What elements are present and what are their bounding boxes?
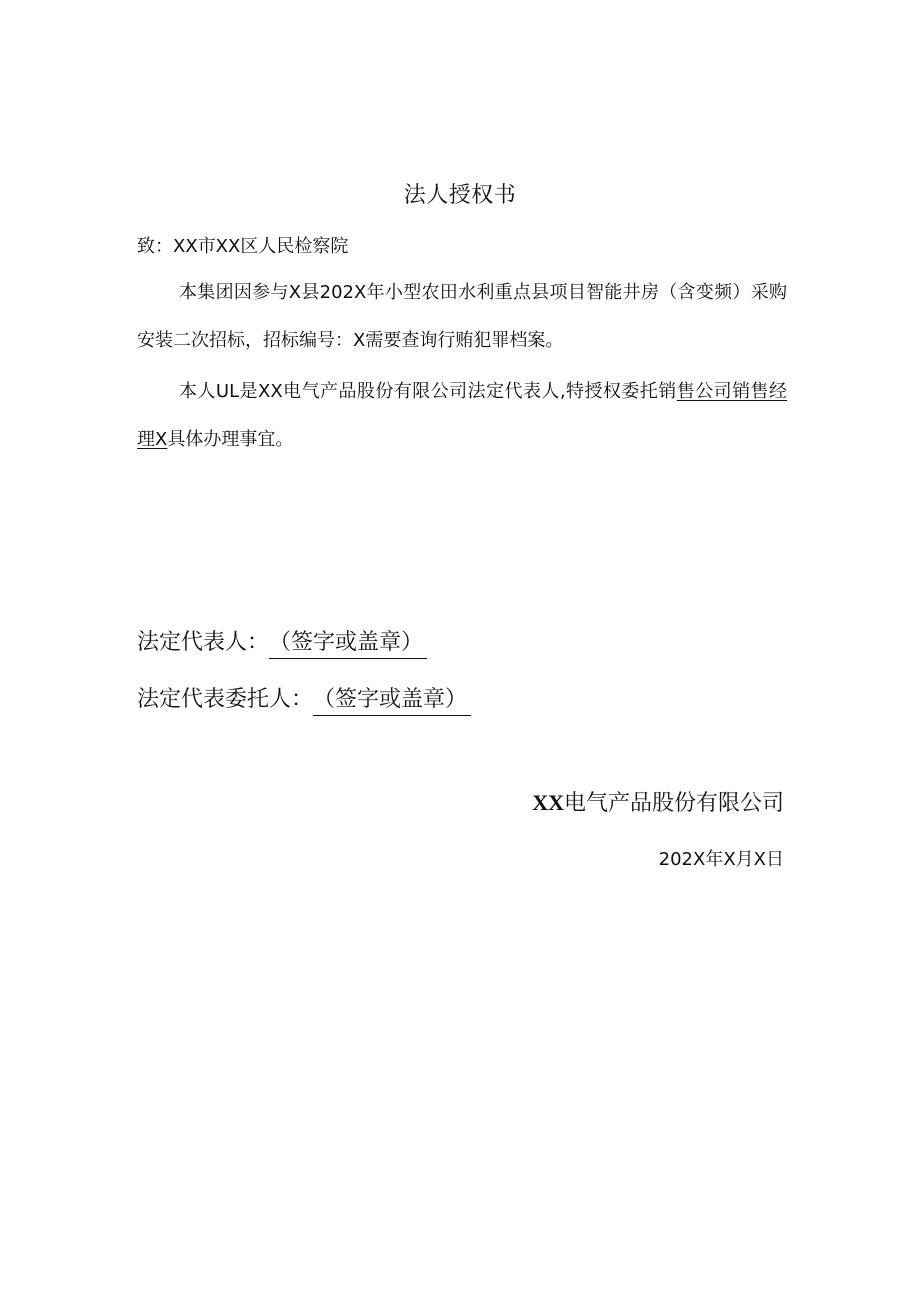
document-date: 202X年X月X日 — [658, 849, 784, 870]
company-name — [532, 786, 784, 817]
signature-legal-representative-label: 法定代表人： — [137, 630, 270, 655]
paragraph-purpose: 本集团因参与X县202X年小型农田水利重点县项目智能井房（含变频）采购安装二次招标，招标编号：X需要查询行贿犯罪档案。 — [137, 282, 787, 351]
signature-legal-representative-field: （签字或盖章） — [269, 625, 427, 659]
authorization-text-before: 本人UL是XX电气产品股份有限公司法定代表人,特授权委托销 — [179, 381, 677, 402]
signature-delegate — [137, 682, 471, 716]
addressee: 致：XX市XX区人民检察院 — [137, 236, 349, 257]
document-title: 法人授权书 — [403, 183, 517, 208]
signature-legal-representative — [137, 625, 427, 659]
authorization-text-after: 具体办理事宜。 — [167, 429, 294, 450]
company-name-prefix: XX — [532, 790, 564, 815]
signature-delegate-field: （签字或盖章） — [313, 682, 471, 716]
authorization-delegate-underlined: 售公司销售经理X — [137, 381, 788, 450]
signature-delegate-label: 法定代表委托人： — [137, 687, 314, 712]
paragraph-authorization — [137, 368, 787, 464]
company-name-rest: 电气产品股份有限公司 — [563, 791, 784, 816]
